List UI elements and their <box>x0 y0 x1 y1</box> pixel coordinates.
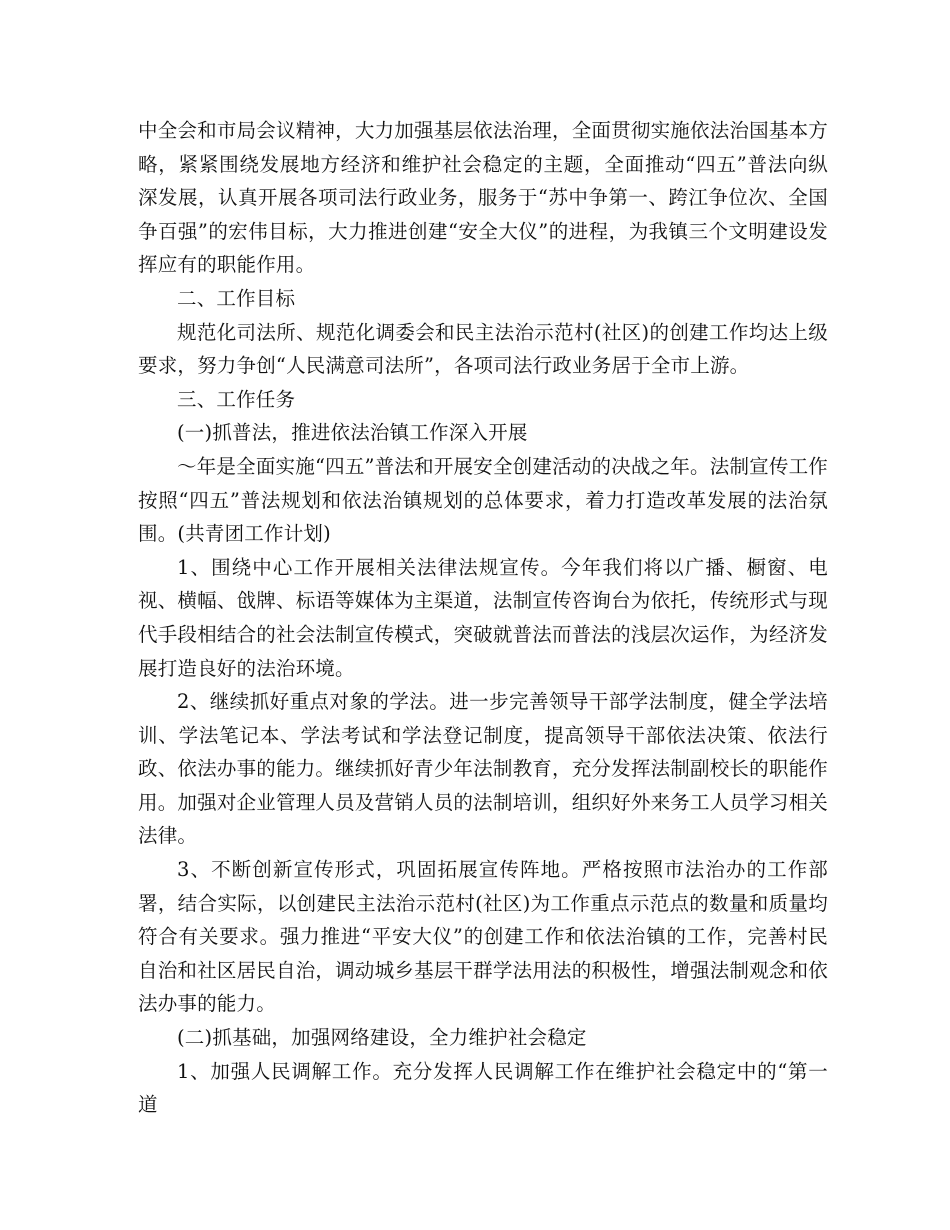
list-item-3-innovation: 3、不断创新宣传形式，巩固拓展宣传阵地。严格按照市法治办的工作部署，结合实际，以创建民主法治示范村(社区)为工作重点示范点的数量和质量均符合有关要求。强力推进“平安大仪”的创建工作和依法治镇的工作，完善村民自治和社区居民自治，调动城乡基层干群学法用法的积极性，增强法制观念和依法办事的能力。 <box>138 858 828 1016</box>
paragraph-intro-continuation: 中全会和市局会议精神，大力加强基层依法治理，全面贯彻实施依法治国基本方略，紧紧围绕发展地方经济和维护社会稳定的主题，全面推动“四五”普法向纵深发展，认真开展各项司法行政业务，服务于“苏中争第一、跨江争位次、全国争百强”的宏伟目标，大力推进创建“安全大仪”的进程，为我镇三个文明建设发挥应有的职能作用。 <box>138 119 828 277</box>
list-item-1-mediation: 1、加强人民调解工作。充分发挥人民调解工作在维护社会稳定中的“第一道 <box>138 1059 828 1117</box>
list-item-2-key-targets: 2、继续抓好重点对象的学法。进一步完善领导干部学法制度，健全学法培训、学法笔记本、学法考试和学法登记制度，提高领导干部依法决策、依法行政、依法办事的能力。继续抓好青少年法制教育，充分发挥法制副校长的职能作用。加强对企业管理人员及营销人员的法制培训，组织好外来务工人员学习相关法律。 <box>138 690 828 848</box>
subheading-legal-popularization: (一)抓普法，推进依法治镇工作深入开展 <box>177 421 528 445</box>
section-heading-work-tasks: 三、工作任务 <box>177 387 296 411</box>
subheading-network-building: (二)抓基础，加强网络建设，全力维护社会稳定 <box>177 1026 587 1050</box>
paragraph-work-goals: 规范化司法所、规范化调委会和民主法治示范村(社区)的创建工作均达上级要求，努力争创“人民满意司法所”，各项司法行政业务居于全市上游。 <box>138 320 828 378</box>
document-body <box>138 114 828 1122</box>
list-item-1-publicity: 1、围绕中心工作开展相关法律法规宣传。今年我们将以广播、橱窗、电视、横幅、戗牌、标语等媒体为主渠道，法制宣传咨询台为依托，传统形式与现代手段相结合的社会法制宣传模式，突破就普法而普法的浅层次运作，为经济发展打造良好的法治环境。 <box>138 555 828 680</box>
paragraph-legal-popularization: ～年是全面实施“四五”普法和开展安全创建活动的决战之年。法制宣传工作按照“四五”普法规划和依法治镇规划的总体要求，着力打造改革发展的法治氛围。(共青团工作计划) <box>138 454 828 546</box>
section-heading-work-goals: 二、工作目标 <box>177 286 296 310</box>
